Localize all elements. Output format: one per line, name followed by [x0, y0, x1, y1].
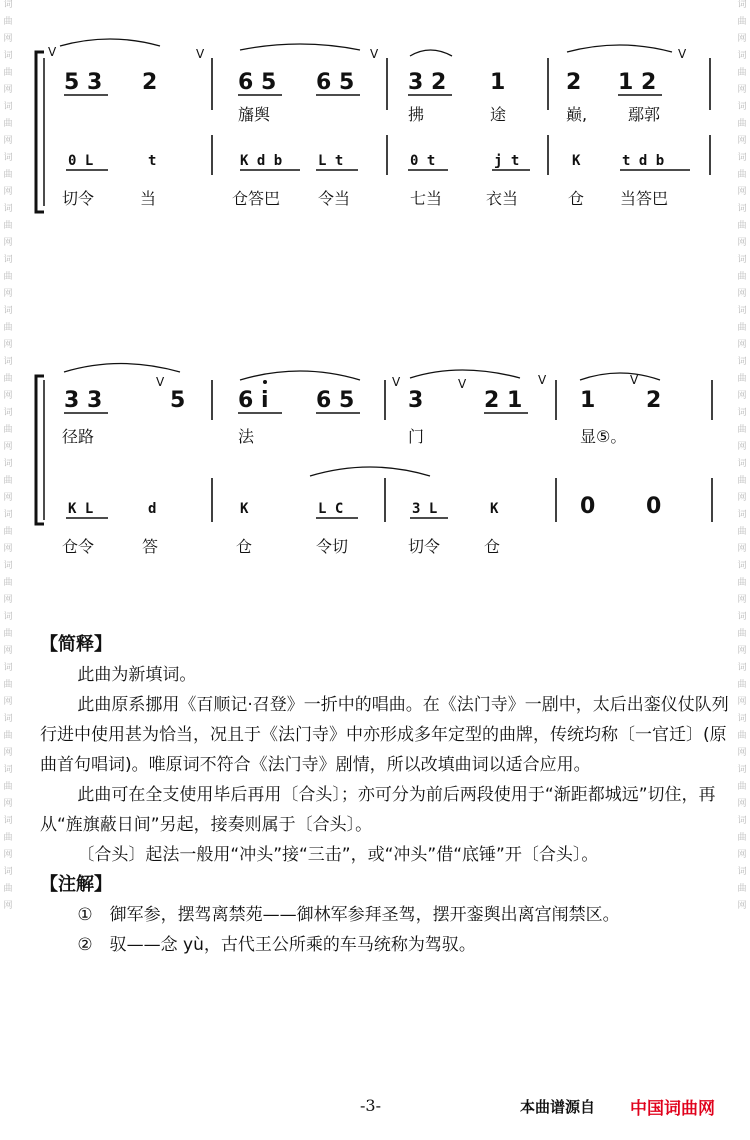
watermark-char: 网 [737, 850, 747, 860]
s1-perc-4: L t [318, 153, 344, 169]
watermark-char: 网 [3, 850, 13, 860]
watermark-char: 曲 [3, 170, 13, 180]
s1-lyric-2: 拂 [408, 105, 425, 124]
watermark-char: 网 [737, 646, 747, 656]
watermark-char: 曲 [3, 17, 13, 27]
source-label: 本曲谱源自 [520, 1098, 596, 1116]
s2-note-3: 6 i [238, 388, 269, 413]
watermark-char: 网 [3, 544, 13, 554]
jianshi-paragraph: 此曲原系挪用《百顺记·召登》一折中的唱曲。在《法门寺》一剧中，太后出銮仪仗队列行进中使用甚为恰当，况且于《法门寺》中亦形成多年定型的曲牌，传统均称〔一官迁〕(原曲首句唱词)。唯原词不符合《法门寺》剧情，所以改填曲词以适合应用。 [40, 695, 729, 775]
watermark-char: 词 [3, 204, 13, 214]
s1-note-6: 1 [490, 70, 506, 95]
watermark-char: 网 [737, 238, 747, 248]
s1-note-8: 1 2 [618, 70, 657, 95]
watermark-char: 曲 [3, 221, 13, 231]
site-link[interactable]: 中国词曲网 [630, 1099, 715, 1119]
watermark-char: 曲 [737, 884, 747, 894]
watermark-char: 网 [3, 136, 13, 146]
watermark-char: 曲 [737, 68, 747, 78]
watermark-char: 网 [3, 799, 13, 809]
s2-note-5: 3 [408, 388, 424, 413]
watermark-char: 词 [737, 0, 747, 10]
s2-perc-5: 3 L [412, 501, 438, 517]
watermark-char: 网 [737, 289, 747, 299]
watermark-char: 网 [3, 901, 13, 911]
watermark-char: 曲 [3, 782, 13, 792]
watermark-char: 曲 [3, 374, 13, 384]
watermark-char: 曲 [737, 782, 747, 792]
s1-note-3: 6 5 [238, 70, 277, 95]
watermark-char: 网 [3, 748, 13, 758]
s2-note-1: 3 3 [64, 388, 103, 413]
watermark-char: 词 [3, 663, 13, 673]
watermark-char: 曲 [737, 833, 747, 843]
watermark-char: 曲 [737, 527, 747, 537]
watermark-char: 词 [737, 663, 747, 673]
s2-percword-3: 仓 [236, 537, 253, 556]
s2-lyric-2: 法 [238, 427, 255, 446]
s1-lyric-3: 途 [490, 105, 507, 124]
s1-note-7: 2 [566, 70, 582, 95]
watermark-char: 曲 [737, 17, 747, 27]
svg-text:V: V [538, 373, 547, 387]
s1-percword-1: 切令 [62, 189, 95, 208]
s2-perc-2: d [148, 501, 157, 517]
s2-perc-4: L C [318, 501, 344, 517]
watermark-char: 词 [3, 51, 13, 61]
watermark-char: 网 [3, 289, 13, 299]
watermark-char: 曲 [3, 527, 13, 537]
jianshi-paragraph: 〔合头〕起法一般用“冲头”接“三击”，或“冲头”借“底锤”开〔合头〕。 [77, 845, 599, 865]
s2-perc-7: 0 [580, 494, 596, 519]
jianshi-paragraph: 此曲可在全支使用毕后再用〔合头〕；亦可分为前后两段使用于“渐距都城远”切住，再从“旌旗蔽日间”另起，接奏则属于〔合头〕。 [40, 785, 716, 835]
watermark-char: 网 [3, 340, 13, 350]
watermark-char: 曲 [737, 578, 747, 588]
watermark-char: 词 [737, 867, 747, 877]
s1-lyric-4: 巅, [566, 105, 588, 124]
watermark-char: 网 [3, 493, 13, 503]
svg-text:V: V [458, 377, 467, 391]
watermark-char: 网 [737, 391, 747, 401]
watermark-char: 词 [737, 612, 747, 622]
watermark-char: 词 [3, 459, 13, 469]
watermark-char: 词 [3, 0, 13, 10]
s2-percword-1: 仓令 [62, 537, 95, 556]
s2-note-7: 1 [580, 388, 596, 413]
page-number: -3- [360, 1096, 381, 1115]
watermark-char: 网 [737, 595, 747, 605]
watermark-char: 网 [737, 493, 747, 503]
s2-lyric-3: 门 [408, 427, 425, 446]
watermark-char: 网 [737, 442, 747, 452]
watermark-char: 词 [3, 153, 13, 163]
zhujie-item: ① 御军参，摆驾离禁苑——御林军参拜圣驾，摆开銮舆出离宫闱禁区。 [77, 905, 620, 925]
watermark-char: 词 [737, 357, 747, 367]
watermark-char: 词 [3, 561, 13, 571]
watermark-char: 网 [3, 391, 13, 401]
s2-note-6: 2 1 [484, 388, 523, 413]
s1-perc-1: 0 L [68, 153, 94, 169]
s1-perc-5: 0 t [410, 153, 436, 169]
s1-lyric-1: 旛舆 [238, 105, 271, 124]
s1-percword-5: 七当 [410, 189, 443, 208]
svg-text:V: V [156, 375, 165, 389]
s1-perc-2: t [148, 153, 157, 169]
watermark-char: 曲 [3, 119, 13, 129]
s1-percword-4: 令当 [318, 189, 351, 208]
page-footer [0, 1096, 750, 1126]
svg-text:V: V [196, 47, 205, 61]
watermark-char: 曲 [3, 425, 13, 435]
watermark-char: 网 [737, 748, 747, 758]
watermark-char: 词 [3, 714, 13, 724]
s1-lyric-5: 鄢郭 [628, 105, 661, 124]
s2-perc-3: K [240, 501, 249, 517]
watermark-char: 网 [3, 34, 13, 44]
watermark-char: 曲 [3, 323, 13, 333]
watermark-char: 网 [737, 901, 747, 911]
s2-percword-4: 令切 [316, 537, 349, 556]
svg-text:V: V [630, 373, 639, 387]
s1-perc-8: t d b [622, 153, 665, 169]
s2-percword-6: 仓 [484, 537, 501, 556]
watermark-char: 曲 [737, 476, 747, 486]
watermark-char: 网 [737, 136, 747, 146]
watermark-char: 网 [3, 442, 13, 452]
watermark-char: 曲 [737, 731, 747, 741]
watermark-char: 曲 [737, 425, 747, 435]
watermark-char: 词 [737, 153, 747, 163]
s1-perc-3: K d b [240, 153, 283, 169]
watermark-char: 词 [737, 408, 747, 418]
s2-percword-5: 切令 [408, 537, 441, 556]
s1-note-4: 6 5 [316, 70, 355, 95]
watermark-char: 词 [737, 714, 747, 724]
s2-perc-1: K L [68, 501, 94, 517]
watermark-char: 曲 [737, 629, 747, 639]
watermark-char: 词 [3, 408, 13, 418]
svg-text:V: V [678, 47, 687, 61]
watermark-char: 网 [737, 85, 747, 95]
watermark-char: 词 [737, 510, 747, 520]
s2-note-4: 6 5 [316, 388, 355, 413]
watermark-char: 曲 [737, 680, 747, 690]
s1-percword-6: 衣当 [486, 189, 519, 208]
s1-note-2: 2 [142, 70, 158, 95]
watermark-char: 曲 [3, 680, 13, 690]
watermark-char: 词 [3, 255, 13, 265]
watermark-char: 词 [3, 510, 13, 520]
watermark-char: 网 [3, 85, 13, 95]
watermark-char: 词 [737, 765, 747, 775]
watermark-char: 曲 [3, 833, 13, 843]
watermark-char: 词 [737, 102, 747, 112]
watermark-char: 曲 [737, 272, 747, 282]
watermark-char: 词 [737, 561, 747, 571]
svg-text:V: V [392, 375, 401, 389]
watermark-char: 词 [3, 612, 13, 622]
s1-note-1: 5 3 [64, 70, 103, 95]
jianshi-paragraph: 此曲为新填词。 [77, 665, 197, 685]
svg-text:V: V [370, 47, 379, 61]
s1-note-5: 3 2 [408, 70, 447, 95]
watermark-char: 曲 [3, 476, 13, 486]
watermark-char: 网 [737, 697, 747, 707]
watermark-char: 网 [3, 595, 13, 605]
watermark-char: 曲 [3, 272, 13, 282]
watermark-char: 词 [737, 459, 747, 469]
s2-note-2: 5 [170, 388, 186, 413]
zhujie-item: ② 驭——念 yù，古代王公所乘的车马统称为驾驭。 [77, 935, 476, 955]
watermark-char: 词 [737, 816, 747, 826]
watermark-char: 曲 [737, 170, 747, 180]
watermark-char: 网 [737, 799, 747, 809]
watermark-char: 网 [737, 34, 747, 44]
s2-note-8: 2 [646, 388, 662, 413]
watermark-char: 词 [3, 816, 13, 826]
watermark-char: 曲 [3, 578, 13, 588]
s1-perc-7: K [572, 153, 581, 169]
jianshi-heading: 【简释】 [40, 634, 112, 655]
s1-percword-2: 当 [140, 189, 157, 208]
watermark-char: 词 [3, 867, 13, 877]
watermark-char: 词 [3, 306, 13, 316]
watermark-char: 词 [737, 204, 747, 214]
svg-text:V: V [48, 45, 57, 59]
zhujie-heading: 【注解】 [40, 874, 112, 895]
watermark-char: 网 [3, 697, 13, 707]
s2-perc-6: K [490, 501, 499, 517]
watermark-char: 曲 [3, 731, 13, 741]
watermark-char: 曲 [3, 884, 13, 894]
watermark-char: 网 [737, 187, 747, 197]
s2-lyric-4: 显⑤。 [580, 427, 627, 446]
watermark-char: 词 [737, 255, 747, 265]
watermark-char: 网 [737, 544, 747, 554]
notes-section [40, 630, 730, 960]
s2-percword-2: 答 [142, 537, 159, 556]
watermark-char: 词 [3, 357, 13, 367]
watermark-char: 曲 [3, 68, 13, 78]
watermark-char: 词 [737, 306, 747, 316]
watermark-char: 曲 [737, 221, 747, 231]
watermark-char: 曲 [737, 374, 747, 384]
watermark-char: 曲 [3, 629, 13, 639]
watermark-char: 网 [3, 646, 13, 656]
watermark-char: 词 [737, 51, 747, 61]
watermark-char: 曲 [737, 323, 747, 333]
watermark-char: 词 [3, 765, 13, 775]
watermark-char: 网 [3, 187, 13, 197]
s1-percword-7: 仓 [568, 189, 585, 208]
s1-percword-3: 仓答巴 [232, 189, 281, 208]
s1-percword-8: 当答巴 [620, 189, 669, 208]
s1-perc-6: j t [494, 153, 520, 169]
watermark-char: 曲 [737, 119, 747, 129]
watermark-char: 网 [737, 340, 747, 350]
s2-perc-8: 0 [646, 494, 662, 519]
s2-lyric-1: 径路 [62, 427, 95, 446]
watermark-char: 词 [3, 102, 13, 112]
watermark-char: 网 [3, 238, 13, 248]
